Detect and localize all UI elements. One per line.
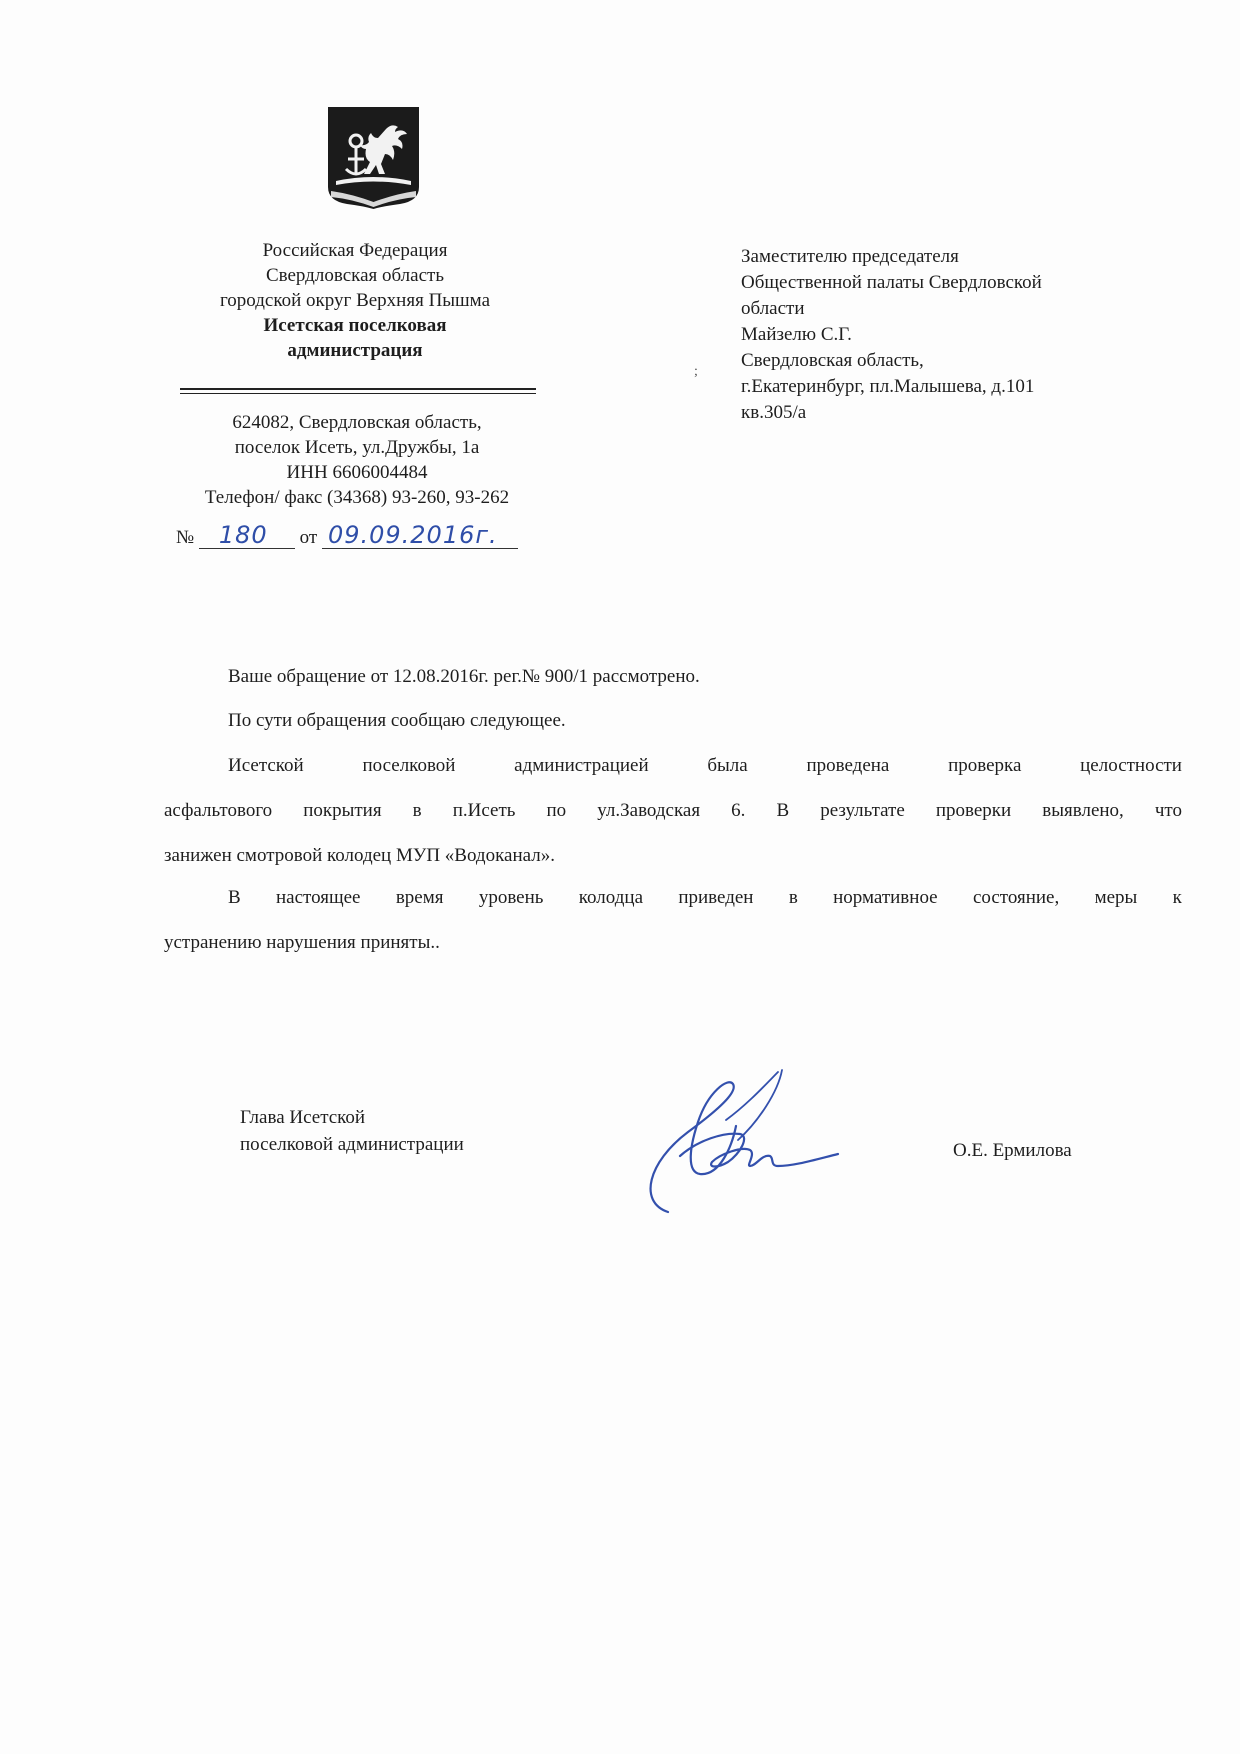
body-paragraph-1: Ваше обращение от 12.08.2016г. рег.№ 900/1 рассмотрено.: [228, 666, 700, 687]
recipient-line: Общественной палаты Свердловской: [741, 272, 1042, 293]
header-rule-thin: [180, 393, 536, 394]
handwritten-number: 180: [218, 521, 268, 549]
body-word: проверки: [935, 800, 1012, 821]
body-word: в: [788, 887, 798, 908]
signer-title-line-2: поселковой администрации: [240, 1134, 464, 1155]
sender-country: Российская Федерация: [262, 240, 448, 261]
recipient-address: г.Екатеринбург, пл.Малышева, д.101: [741, 376, 1035, 397]
sender-district: городской округ Верхняя Пышма: [219, 290, 491, 311]
sender-address-line: 624082, Свердловская область,: [232, 412, 482, 433]
body-paragraph-4-line-2: устранению нарушения приняты..: [164, 932, 440, 953]
body-word: приведен: [678, 887, 754, 908]
body-word: меры: [1094, 887, 1138, 908]
body-word: проверка: [948, 755, 1022, 776]
body-word: к: [1172, 887, 1182, 908]
body-word: что: [1154, 800, 1182, 821]
sender-address-line: поселок Исеть, ул.Дружбы, 1а: [234, 437, 480, 458]
body-word: состояние,: [972, 887, 1060, 908]
recipient-address: кв.305/а: [741, 402, 807, 423]
body-word: результате: [820, 800, 905, 821]
recipient-block: [741, 244, 1171, 426]
body-word: была: [707, 755, 748, 776]
body-word: проведена: [806, 755, 890, 776]
sender-phone: Телефон/ факс (34368) 93-260, 93-262: [204, 487, 510, 508]
body-paragraph-3-line-1: [228, 755, 1182, 777]
body-word: настоящее: [276, 887, 361, 908]
body-word: 6.: [731, 800, 746, 821]
recipient-line: области: [741, 298, 805, 319]
handwritten-signature: [628, 1062, 868, 1222]
sender-region: Свердловская область: [265, 265, 445, 286]
sender-address-block: [120, 410, 594, 510]
registration-line: [176, 521, 518, 554]
sender-block: [120, 238, 590, 363]
margin-mark: ;: [694, 364, 698, 379]
body-word: администрацией: [514, 755, 649, 776]
body-word: время: [395, 887, 444, 908]
sender-inn: ИНН 6606004484: [286, 462, 428, 483]
body-paragraph-2: По сути обращения сообщаю следующее.: [228, 710, 566, 731]
body-paragraph-3-line-2: [164, 800, 1182, 822]
body-word: ул.Заводская: [597, 800, 701, 821]
date-label: от: [299, 527, 318, 548]
sender-org-line1: Исетская поселковая: [263, 315, 447, 336]
body-word: выявлено,: [1042, 800, 1124, 821]
signer-title-line-1: Глава Исетской: [240, 1107, 366, 1128]
sender-org-line2: администрация: [287, 340, 423, 361]
body-word: В: [776, 800, 790, 821]
body-word: целостности: [1080, 755, 1182, 776]
body-word: уровень: [478, 887, 544, 908]
recipient-address: Свердловская область,: [741, 350, 924, 371]
body-paragraph-4-line-1: [228, 887, 1182, 909]
body-word: колодца: [578, 887, 643, 908]
signer-title: [240, 1104, 464, 1158]
number-label: №: [176, 527, 195, 548]
body-word: п.Исеть: [452, 800, 516, 821]
date-field: [322, 521, 518, 549]
coat-of-arms-emblem: [328, 107, 419, 209]
header-rule-thick: [180, 388, 536, 390]
body-word: по: [546, 800, 567, 821]
recipient-line: Заместителю председателя: [741, 246, 959, 267]
handwritten-date: 09.09.2016г.: [327, 521, 498, 549]
signer-name: О.Е. Ермилова: [953, 1140, 1072, 1161]
recipient-name: Майзелю С.Г.: [741, 324, 852, 345]
body-word: покрытия: [303, 800, 382, 821]
body-word: Исетской: [228, 755, 304, 776]
body-word: в: [412, 800, 422, 821]
body-word: асфальтового: [164, 800, 273, 821]
number-field: [199, 521, 295, 549]
body-word: поселковой: [362, 755, 456, 776]
body-word: нормативное: [833, 887, 938, 908]
body-paragraph-3-line-3: занижен смотровой колодец МУП «Водоканал».: [164, 845, 555, 866]
body-word: В: [228, 887, 241, 908]
